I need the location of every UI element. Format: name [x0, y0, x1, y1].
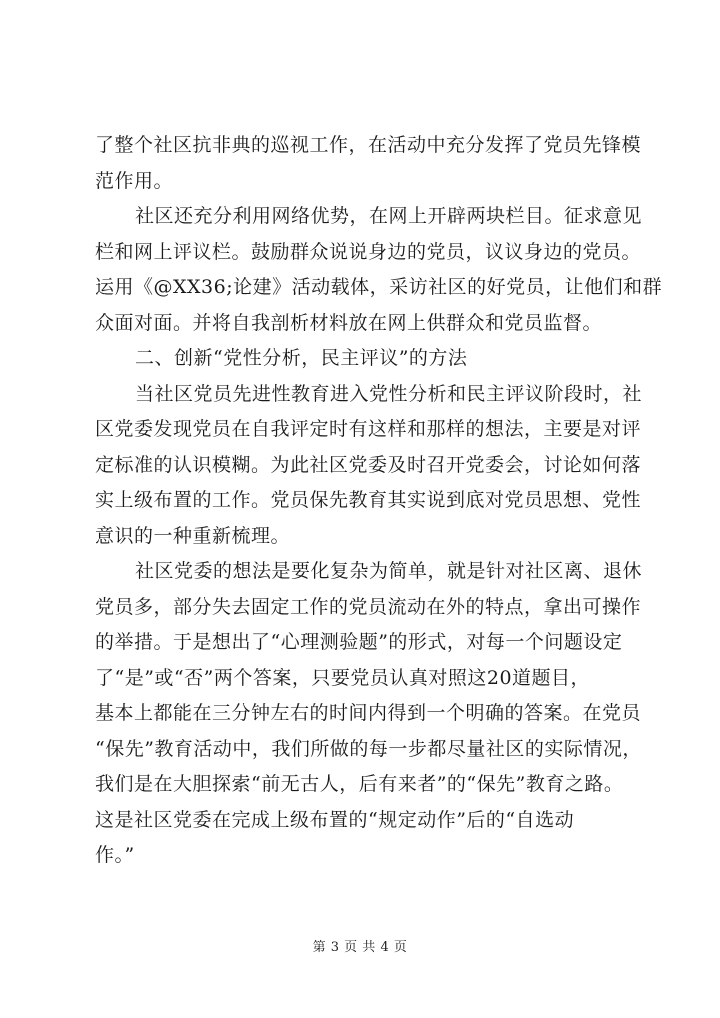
body-line: 众面对面。并将自我剖析材料放在网上供群众和党员监督。 [95, 311, 603, 334]
body-line: 实上级布置的工作。党员保先教育其实说到底对党员思想、党性 [95, 489, 642, 511]
body-line: 社区还充分利用网络优势，在网上开辟两块栏目。征求意见 [135, 205, 643, 227]
body-line: 了整个社区抗非典的巡视工作，在活动中充分发挥了党员先锋模 [95, 134, 642, 156]
page-number-footer: 第 3 页 共 4 页 [312, 940, 408, 955]
body-line: 社区党委的想法是要化复杂为简单，就是针对社区离、退休 [135, 560, 643, 582]
body-line: 定标准的认识模糊。为此社区党委及时召开党委会，讨论如何落 [95, 453, 642, 476]
body-line: 范作用。 [95, 169, 174, 192]
section-heading: 二、创新“党性分析，民主评议”的方法 [135, 347, 468, 369]
body-line: 意识的一种重新梳理。 [95, 524, 291, 547]
body-line: 我们是在大胆探索“前无古人，后有来者”的“保先”教育之路。 [95, 773, 624, 795]
body-line: 作。” [95, 844, 135, 866]
body-line: 的举措。于是想出了“心理测验题”的形式，对每一个问题设定 [95, 631, 623, 653]
body-line: 当社区党员先进性教育进入党性分析和民主评议阶段时，社 [135, 382, 643, 405]
body-line: 了“是”或“否”两个答案，只要党员认真对照这20道题目， [95, 666, 591, 689]
body-line: 这是社区党委在完成上级布置的“规定动作”后的“自选动 [95, 808, 575, 831]
body-line: “保先”教育活动中，我们所做的每一步都尽量社区的实际情况， [95, 737, 642, 760]
body-line: 党员多，部分失去固定工作的党员流动在外的特点，拿出可操作 [95, 595, 642, 618]
body-line: 基本上都能在三分钟左右的时间内得到一个明确的答案。在党员 [95, 702, 642, 724]
document-body [95, 128, 663, 874]
body-line: 区党委发现党员在自我评定时有这样和那样的想法，主要是对评 [95, 418, 642, 440]
body-line: 运用《@XX36;论建》活动载体，采访社区的好党员，让他们和群 [95, 276, 663, 298]
body-line: 栏和网上评议栏。鼓励群众说说身边的党员，议议身边的党员。 [95, 240, 642, 263]
